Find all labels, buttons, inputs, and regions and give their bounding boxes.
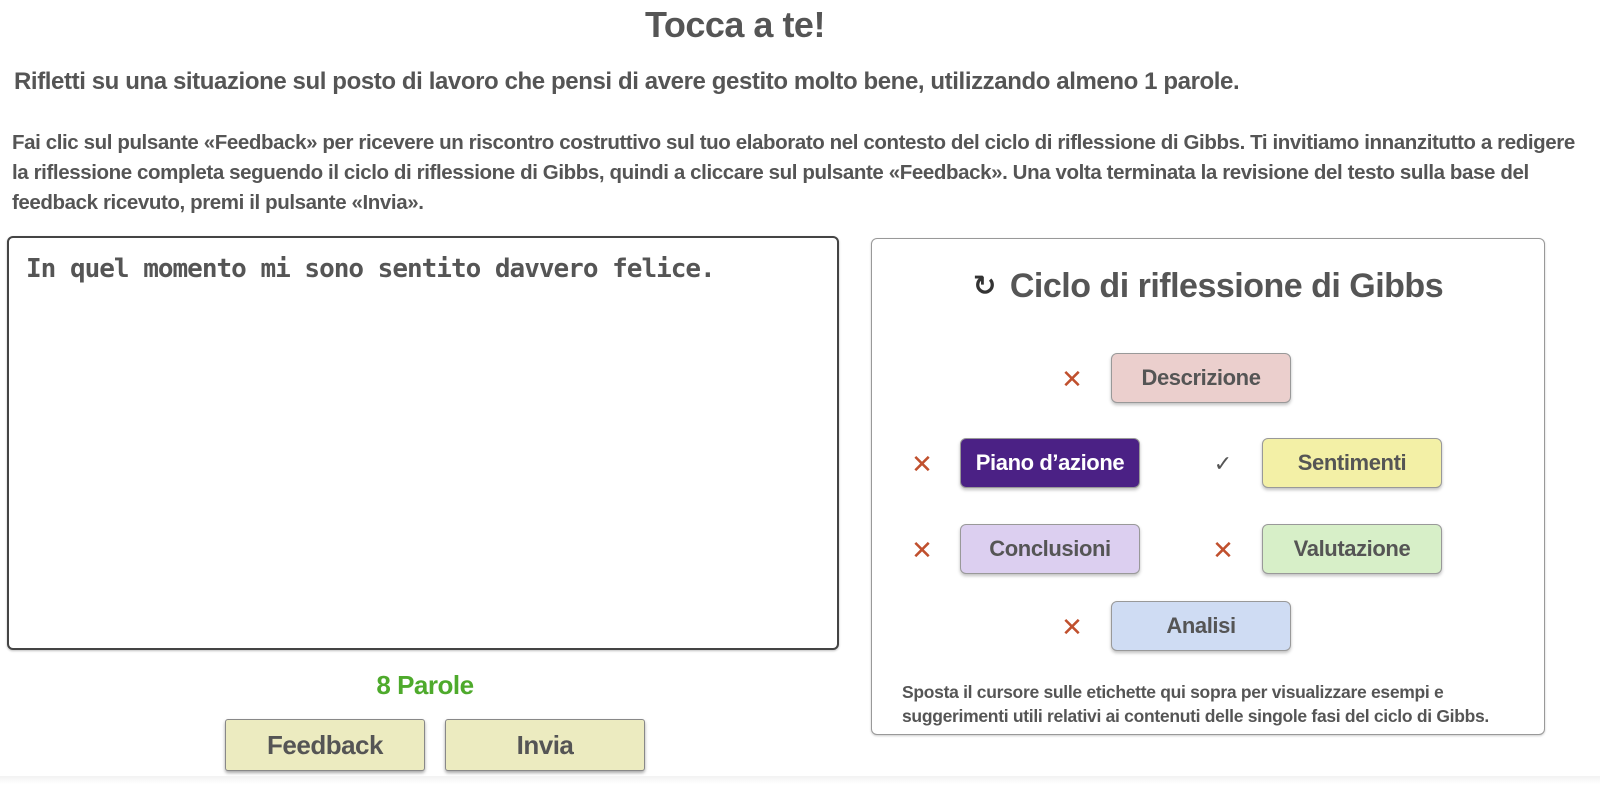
task-prompt: Rifletti su una situazione sul posto di lavoro che pensi di avere gestito molto bene, utilizzando almeno 1 parole. [14,68,1240,95]
stage-sentimenti[interactable]: Sentimenti [1262,438,1442,488]
gibbs-panel-title [872,267,1544,306]
status-cross-icon: ✕ [911,448,933,479]
status-cross-icon: ✕ [1061,363,1083,394]
submit-button[interactable]: Invia [445,719,645,771]
stage-valutazione[interactable]: Valutazione [1262,524,1442,574]
status-cross-icon: ✕ [1061,611,1083,642]
reflection-textarea[interactable] [7,236,839,650]
status-check-icon: ✓ [1213,451,1233,476]
stage-piano-azione[interactable]: Piano d’azione [960,438,1140,488]
footer-divider [0,776,1600,784]
stage-conclusioni[interactable]: Conclusioni [960,524,1140,574]
status-cross-icon: ✕ [911,534,933,565]
gibbs-cycle-panel [871,238,1545,735]
gibbs-title-text: Ciclo di riflessione di Gibbs [1009,267,1444,305]
status-cross-icon: ✕ [1212,534,1234,565]
refresh-icon: ↻ [972,270,996,301]
word-count: 8 Parole [376,670,474,700]
page-title: Tocca a te! [645,4,825,45]
gibbs-hint-text: Sposta il cursore sulle etichette qui sopra per visualizzare esempi e suggerimenti utili relativi ai contenuti delle singole fasi del ciclo di Gibbs. [902,682,1489,726]
stage-descrizione[interactable]: Descrizione [1111,353,1291,403]
reflection-text[interactable]: In quel momento mi sono sentito davvero felice. [26,254,715,284]
task-instructions: Fai clic sul pulsante «Feedback» per ricevere un riscontro costruttivo sul tuo elaborato nel contesto del ciclo di riflessione di Gibbs. Ti invitiamo innanzitutto a redigere la riflessione completa seguendo il ciclo di riflessione di Gibbs, quindi a cliccare sul pulsante «Feedback». Una volta terminata la revisione del testo sulla base del feedback ricevuto, premi il pulsante «Invia». [12,131,1575,214]
stage-analisi[interactable]: Analisi [1111,601,1291,651]
feedback-button[interactable]: Feedback [225,719,425,771]
